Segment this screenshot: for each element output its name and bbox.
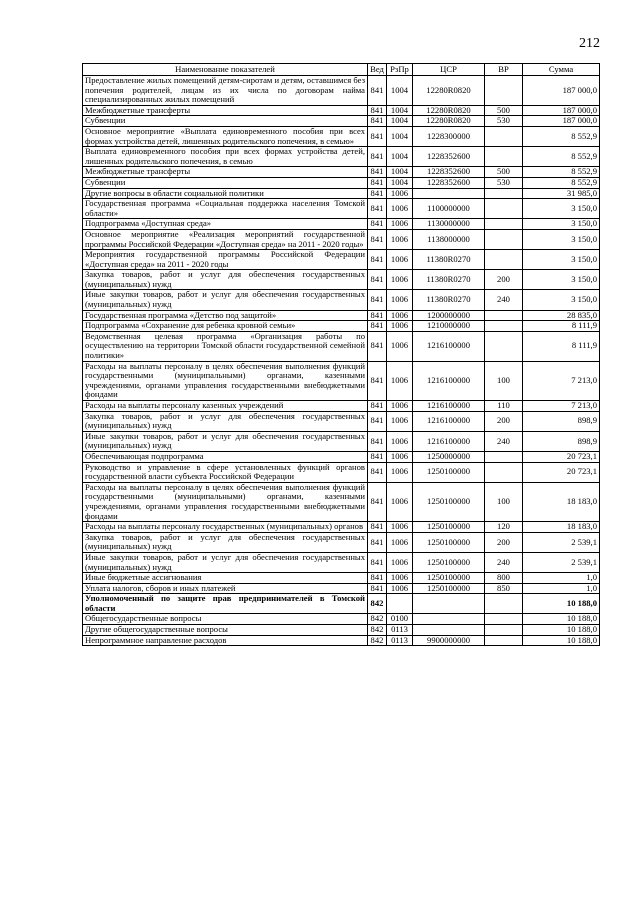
cell-csr: 1228352600 xyxy=(413,147,485,167)
cell-rzpr: 1006 xyxy=(387,219,413,230)
cell-ved: 841 xyxy=(368,199,387,219)
cell-sum: 10 188,0 xyxy=(523,594,600,614)
cell-vr: 240 xyxy=(485,290,523,310)
cell-name: Подпрограмма «Сохранение для ребенка кровной семьи» xyxy=(83,321,368,332)
cell-csr: 1216100000 xyxy=(413,431,485,451)
cell-rzpr: 1004 xyxy=(387,147,413,167)
cell-csr: 1130000000 xyxy=(413,219,485,230)
cell-name: Уполномоченный по защите прав предпринимателей в Томской области xyxy=(83,594,368,614)
table-row xyxy=(83,532,600,552)
cell-csr xyxy=(413,594,485,614)
cell-vr xyxy=(485,76,523,106)
cell-vr xyxy=(485,614,523,625)
cell-ved: 841 xyxy=(368,522,387,533)
cell-name: Основное мероприятие «Реализация мероприятий государственной программы Российской Федерации «Доступная среда» на 2011 - 2020 годы» xyxy=(83,229,368,249)
table-row xyxy=(83,177,600,188)
cell-name: Иные бюджетные ассигнования xyxy=(83,573,368,584)
cell-name: Выплата единовременного пособия при всех формах устройства детей, лишенных родительского попечения, в семью xyxy=(83,147,368,167)
cell-sum: 28 835,0 xyxy=(523,310,600,321)
cell-name: Расходы на выплаты персоналу казенных учреждений xyxy=(83,401,368,412)
cell-ved: 841 xyxy=(368,451,387,462)
cell-sum: 187 000,0 xyxy=(523,105,600,116)
cell-sum: 8 552,9 xyxy=(523,177,600,188)
cell-csr: 1250100000 xyxy=(413,573,485,584)
cell-sum: 898,9 xyxy=(523,431,600,451)
cell-vr: 200 xyxy=(485,411,523,431)
cell-rzpr: 1006 xyxy=(387,188,413,199)
cell-name: Иные закупки товаров, работ и услуг для обеспечения государственных (муниципальных) нужд xyxy=(83,552,368,572)
cell-ved: 841 xyxy=(368,188,387,199)
cell-csr: 1210000000 xyxy=(413,321,485,332)
cell-rzpr: 1004 xyxy=(387,76,413,106)
column-header-csr: ЦСР xyxy=(413,64,485,76)
cell-csr: 11380R0270 xyxy=(413,250,485,270)
cell-ved: 841 xyxy=(368,229,387,249)
cell-csr: 1250100000 xyxy=(413,482,485,521)
cell-ved: 841 xyxy=(368,573,387,584)
cell-sum: 1,0 xyxy=(523,583,600,594)
cell-rzpr: 1006 xyxy=(387,321,413,332)
cell-csr: 12280R0820 xyxy=(413,105,485,116)
cell-vr: 110 xyxy=(485,401,523,412)
cell-name: Мероприятия государственной программы Российской Федерации «Доступная среда» на 2011 - 2020 годы xyxy=(83,250,368,270)
cell-rzpr: 1006 xyxy=(387,199,413,219)
cell-name: Закупка товаров, работ и услуг для обеспечения государственных (муниципальных) нужд xyxy=(83,270,368,290)
cell-ved: 841 xyxy=(368,552,387,572)
cell-name: Закупка товаров, работ и услуг для обеспечения государственных (муниципальных) нужд xyxy=(83,411,368,431)
table-row xyxy=(83,573,600,584)
cell-name: Расходы на выплаты персоналу в целях обеспечения выполнения функций государственными (муниципальными) органами, казенными учреждениями, органами управления государственными внебюджетными фондами xyxy=(83,482,368,521)
table-row xyxy=(83,310,600,321)
cell-ved: 841 xyxy=(368,321,387,332)
table-row xyxy=(83,625,600,636)
cell-vr xyxy=(485,625,523,636)
table-row xyxy=(83,614,600,625)
cell-sum: 20 723,1 xyxy=(523,462,600,482)
cell-sum: 8 552,9 xyxy=(523,147,600,167)
cell-name: Основное мероприятие «Выплата единовременного пособия при всех формах устройства детей, лишенных родительского попечения, в семью» xyxy=(83,126,368,146)
cell-csr: 11380R0270 xyxy=(413,270,485,290)
cell-csr: 1100000000 xyxy=(413,199,485,219)
cell-vr: 240 xyxy=(485,431,523,451)
cell-vr: 500 xyxy=(485,105,523,116)
cell-csr: 1250100000 xyxy=(413,552,485,572)
cell-csr: 12280R0820 xyxy=(413,76,485,106)
cell-csr: 1138000000 xyxy=(413,229,485,249)
cell-sum: 1,0 xyxy=(523,573,600,584)
table-row xyxy=(83,361,600,400)
table-row xyxy=(83,76,600,106)
cell-vr xyxy=(485,250,523,270)
cell-vr xyxy=(485,594,523,614)
cell-rzpr: 1006 xyxy=(387,482,413,521)
table-row xyxy=(83,219,600,230)
cell-sum: 8 552,9 xyxy=(523,167,600,178)
table-row xyxy=(83,583,600,594)
table-row xyxy=(83,270,600,290)
cell-vr: 240 xyxy=(485,552,523,572)
cell-ved: 842 xyxy=(368,614,387,625)
cell-ved: 841 xyxy=(368,361,387,400)
table-row xyxy=(83,147,600,167)
cell-ved: 841 xyxy=(368,76,387,106)
table-row xyxy=(83,482,600,521)
cell-ved: 841 xyxy=(368,177,387,188)
cell-ved: 841 xyxy=(368,250,387,270)
cell-vr xyxy=(485,147,523,167)
column-header-vr: ВР xyxy=(485,64,523,76)
cell-ved: 841 xyxy=(368,401,387,412)
cell-ved: 841 xyxy=(368,167,387,178)
page-number: 212 xyxy=(579,36,600,51)
cell-vr: 100 xyxy=(485,361,523,400)
cell-sum: 7 213,0 xyxy=(523,401,600,412)
cell-rzpr xyxy=(387,594,413,614)
table-row xyxy=(83,522,600,533)
cell-rzpr: 1004 xyxy=(387,105,413,116)
cell-rzpr: 1006 xyxy=(387,361,413,400)
cell-sum: 3 150,0 xyxy=(523,290,600,310)
table-row xyxy=(83,411,600,431)
cell-ved: 841 xyxy=(368,219,387,230)
cell-ved: 841 xyxy=(368,290,387,310)
cell-rzpr: 1006 xyxy=(387,573,413,584)
cell-vr: 530 xyxy=(485,177,523,188)
cell-rzpr: 1006 xyxy=(387,270,413,290)
cell-sum: 3 150,0 xyxy=(523,219,600,230)
table-row xyxy=(83,451,600,462)
cell-sum: 8 111,9 xyxy=(523,321,600,332)
cell-vr: 200 xyxy=(485,270,523,290)
column-header-ved: Вед xyxy=(368,64,387,76)
cell-csr: 1228352600 xyxy=(413,167,485,178)
cell-name: Иные закупки товаров, работ и услуг для обеспечения государственных (муниципальных) нужд xyxy=(83,290,368,310)
table-body xyxy=(83,76,600,646)
table-row xyxy=(83,167,600,178)
cell-rzpr: 0113 xyxy=(387,625,413,636)
cell-name: Предоставление жилых помещений детям-сиротам и детям, оставшимся без попечения родителей, лицам из их числа по договорам найма специализированных жилых помещений xyxy=(83,76,368,106)
cell-sum: 18 183,0 xyxy=(523,522,600,533)
cell-ved: 841 xyxy=(368,116,387,127)
cell-csr: 1200000000 xyxy=(413,310,485,321)
cell-sum: 10 188,0 xyxy=(523,635,600,646)
cell-sum: 3 150,0 xyxy=(523,229,600,249)
cell-csr: 1250000000 xyxy=(413,451,485,462)
cell-vr xyxy=(485,451,523,462)
cell-csr: 1250100000 xyxy=(413,532,485,552)
cell-csr: 1216100000 xyxy=(413,331,485,361)
cell-rzpr: 1006 xyxy=(387,583,413,594)
cell-sum: 7 213,0 xyxy=(523,361,600,400)
cell-rzpr: 0100 xyxy=(387,614,413,625)
cell-rzpr: 0113 xyxy=(387,635,413,646)
cell-ved: 841 xyxy=(368,431,387,451)
cell-sum: 187 000,0 xyxy=(523,76,600,106)
cell-ved: 841 xyxy=(368,126,387,146)
cell-name: Расходы на выплаты персоналу государственных (муниципальных) органов xyxy=(83,522,368,533)
cell-vr: 800 xyxy=(485,573,523,584)
cell-ved: 842 xyxy=(368,625,387,636)
cell-ved: 841 xyxy=(368,532,387,552)
cell-name: Субвенции xyxy=(83,116,368,127)
cell-name: Субвенции xyxy=(83,177,368,188)
cell-name: Другие вопросы в области социальной политики xyxy=(83,188,368,199)
cell-csr xyxy=(413,614,485,625)
cell-csr: 1216100000 xyxy=(413,411,485,431)
column-header-sum: Сумма xyxy=(523,64,600,76)
cell-rzpr: 1006 xyxy=(387,522,413,533)
table-row xyxy=(83,188,600,199)
cell-ved: 842 xyxy=(368,635,387,646)
cell-csr: 1216100000 xyxy=(413,401,485,412)
cell-sum: 18 183,0 xyxy=(523,482,600,521)
table-row xyxy=(83,126,600,146)
cell-ved: 841 xyxy=(368,270,387,290)
cell-rzpr: 1006 xyxy=(387,310,413,321)
cell-name: Закупка товаров, работ и услуг для обеспечения государственных (муниципальных) нужд xyxy=(83,532,368,552)
cell-vr xyxy=(485,321,523,332)
table-row xyxy=(83,321,600,332)
cell-name: Уплата налогов, сборов и иных платежей xyxy=(83,583,368,594)
cell-vr xyxy=(485,219,523,230)
cell-vr xyxy=(485,229,523,249)
table-row xyxy=(83,462,600,482)
cell-sum: 8 552,9 xyxy=(523,126,600,146)
table-row xyxy=(83,401,600,412)
cell-sum: 2 539,1 xyxy=(523,552,600,572)
cell-rzpr: 1006 xyxy=(387,229,413,249)
column-header-rzpr: РзПр xyxy=(387,64,413,76)
cell-rzpr: 1006 xyxy=(387,552,413,572)
cell-name: Непрограммное направление расходов xyxy=(83,635,368,646)
table-row xyxy=(83,105,600,116)
cell-ved: 841 xyxy=(368,147,387,167)
cell-vr: 500 xyxy=(485,167,523,178)
budget-table xyxy=(82,63,600,646)
cell-vr xyxy=(485,199,523,219)
cell-csr: 1228300000 xyxy=(413,126,485,146)
cell-ved: 841 xyxy=(368,411,387,431)
cell-sum: 3 150,0 xyxy=(523,199,600,219)
cell-rzpr: 1006 xyxy=(387,331,413,361)
cell-sum: 898,9 xyxy=(523,411,600,431)
cell-sum: 10 188,0 xyxy=(523,614,600,625)
cell-name: Межбюджетные трансферты xyxy=(83,167,368,178)
cell-sum: 31 985,0 xyxy=(523,188,600,199)
cell-rzpr: 1004 xyxy=(387,167,413,178)
cell-rzpr: 1006 xyxy=(387,462,413,482)
cell-vr: 850 xyxy=(485,583,523,594)
cell-rzpr: 1006 xyxy=(387,532,413,552)
cell-csr: 1228352600 xyxy=(413,177,485,188)
table-row xyxy=(83,552,600,572)
cell-csr: 11380R0270 xyxy=(413,290,485,310)
cell-vr: 100 xyxy=(485,482,523,521)
cell-csr: 12280R0820 xyxy=(413,116,485,127)
cell-sum: 20 723,1 xyxy=(523,451,600,462)
cell-name: Государственная программа «Детство под защитой» xyxy=(83,310,368,321)
cell-vr xyxy=(485,126,523,146)
cell-sum: 187 000,0 xyxy=(523,116,600,127)
table-row xyxy=(83,199,600,219)
cell-name: Подпрограмма «Доступная среда» xyxy=(83,219,368,230)
cell-csr: 1250100000 xyxy=(413,583,485,594)
cell-name: Другие общегосударственные вопросы xyxy=(83,625,368,636)
cell-rzpr: 1006 xyxy=(387,250,413,270)
cell-sum: 2 539,1 xyxy=(523,532,600,552)
cell-name: Руководство и управление в сфере установленных функций органов государственной власти субъекта Российской Федерации xyxy=(83,462,368,482)
table-row xyxy=(83,431,600,451)
cell-vr: 530 xyxy=(485,116,523,127)
cell-ved: 841 xyxy=(368,462,387,482)
table-row xyxy=(83,594,600,614)
cell-rzpr: 1006 xyxy=(387,451,413,462)
cell-rzpr: 1004 xyxy=(387,126,413,146)
cell-name: Государственная программа «Социальная поддержка населения Томской области» xyxy=(83,199,368,219)
cell-name: Общегосударственные вопросы xyxy=(83,614,368,625)
table-row xyxy=(83,250,600,270)
table-row xyxy=(83,229,600,249)
cell-vr xyxy=(485,310,523,321)
cell-name: Иные закупки товаров, работ и услуг для обеспечения государственных (муниципальных) нужд xyxy=(83,431,368,451)
cell-name: Межбюджетные трансферты xyxy=(83,105,368,116)
cell-ved: 841 xyxy=(368,331,387,361)
cell-rzpr: 1004 xyxy=(387,116,413,127)
table-row xyxy=(83,635,600,646)
cell-sum: 10 188,0 xyxy=(523,625,600,636)
cell-vr xyxy=(485,462,523,482)
cell-ved: 842 xyxy=(368,594,387,614)
cell-csr: 9900000000 xyxy=(413,635,485,646)
cell-ved: 841 xyxy=(368,583,387,594)
cell-ved: 841 xyxy=(368,105,387,116)
cell-csr: 1250100000 xyxy=(413,522,485,533)
cell-csr: 1250100000 xyxy=(413,462,485,482)
cell-rzpr: 1006 xyxy=(387,431,413,451)
cell-vr xyxy=(485,331,523,361)
cell-sum: 8 111,9 xyxy=(523,331,600,361)
cell-vr xyxy=(485,188,523,199)
table-header-row xyxy=(83,64,600,76)
cell-name: Обеспечивающая подпрограмма xyxy=(83,451,368,462)
table-row xyxy=(83,116,600,127)
cell-rzpr: 1006 xyxy=(387,411,413,431)
cell-rzpr: 1006 xyxy=(387,401,413,412)
cell-ved: 841 xyxy=(368,310,387,321)
cell-csr xyxy=(413,625,485,636)
cell-ved: 841 xyxy=(368,482,387,521)
table-row xyxy=(83,331,600,361)
cell-name: Расходы на выплаты персоналу в целях обеспечения выполнения функций государственными (муниципальными) органами, казенными учреждениями, органами управления государственными внебюджетными фондами xyxy=(83,361,368,400)
cell-sum: 3 150,0 xyxy=(523,250,600,270)
cell-name: Ведомственная целевая программа «Организация работы по осуществлению на территории Томской области государственной семейной политики» xyxy=(83,331,368,361)
cell-sum: 3 150,0 xyxy=(523,270,600,290)
cell-rzpr: 1006 xyxy=(387,290,413,310)
cell-csr xyxy=(413,188,485,199)
column-header-name: Наименование показателей xyxy=(83,64,368,76)
cell-csr: 1216100000 xyxy=(413,361,485,400)
cell-vr xyxy=(485,635,523,646)
table-row xyxy=(83,290,600,310)
cell-vr: 200 xyxy=(485,532,523,552)
cell-vr: 120 xyxy=(485,522,523,533)
cell-rzpr: 1004 xyxy=(387,177,413,188)
